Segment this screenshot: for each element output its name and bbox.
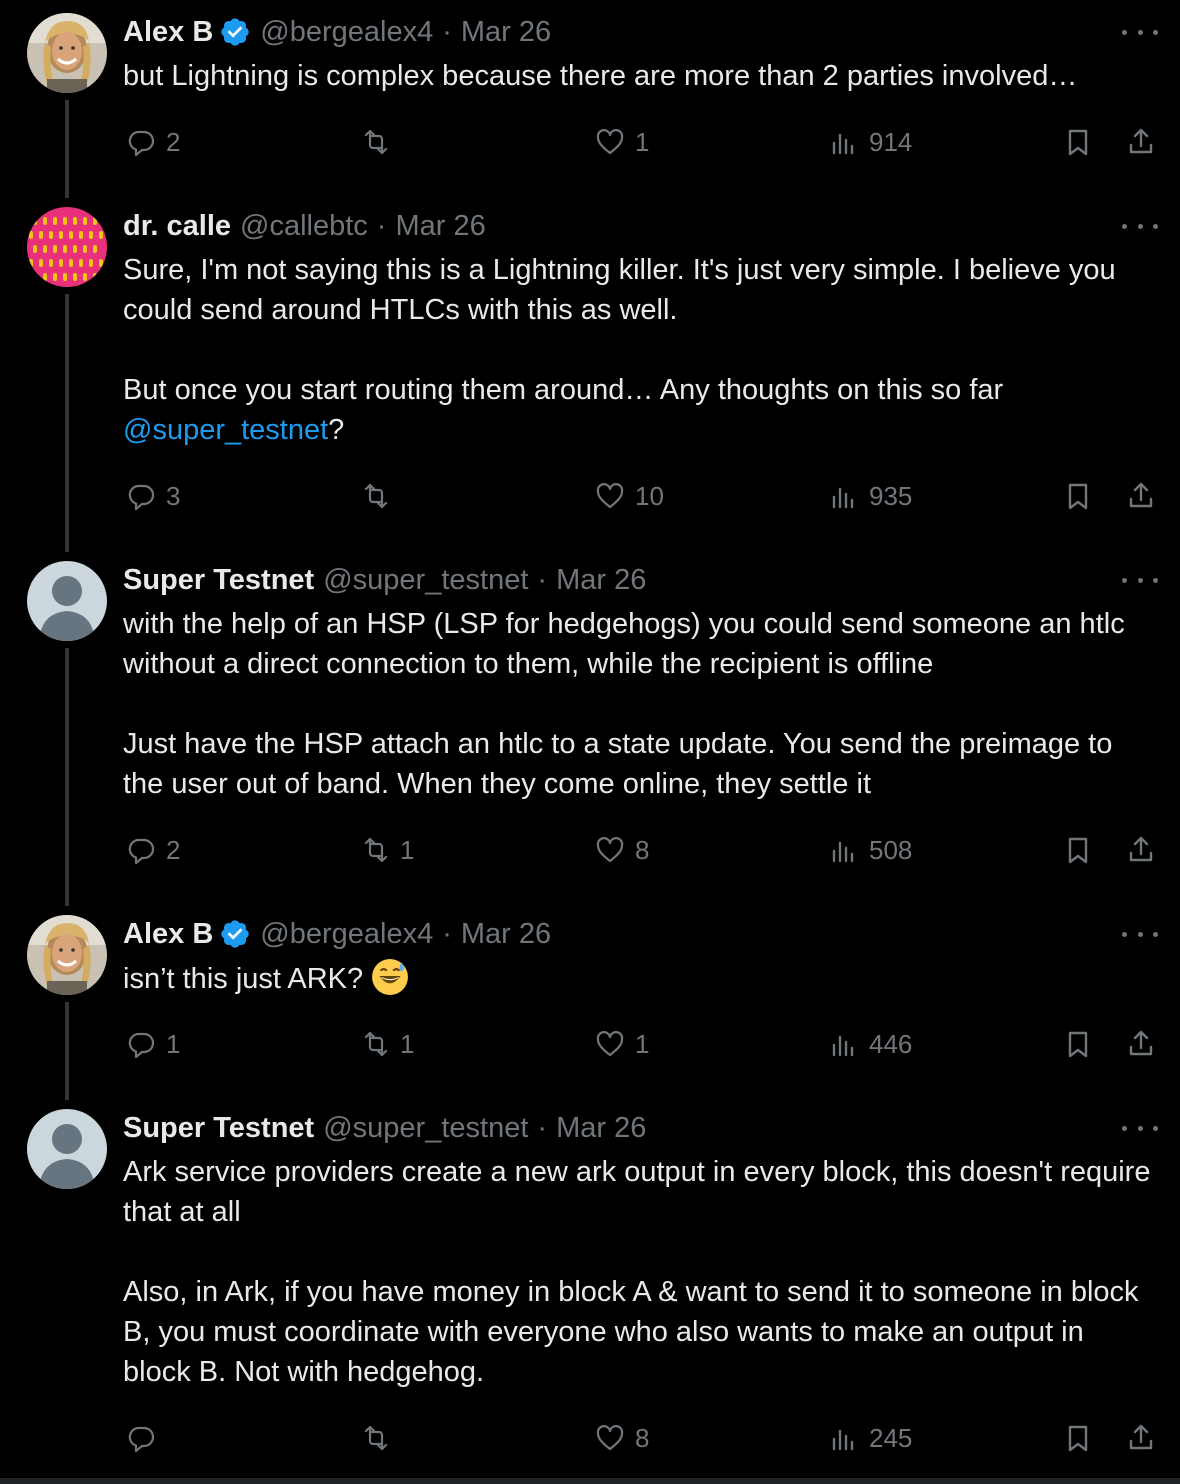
divider — [0, 1478, 1180, 1484]
avatar[interactable] — [27, 915, 107, 995]
retweet-icon — [358, 833, 392, 867]
like-count: 1 — [635, 126, 650, 157]
more-icon[interactable] — [1122, 922, 1158, 946]
separator: · — [376, 210, 387, 242]
retweet-button[interactable] — [358, 476, 400, 516]
avatar[interactable] — [27, 13, 107, 93]
reply-button[interactable] — [124, 476, 180, 516]
like-icon — [593, 125, 627, 159]
avatar[interactable] — [27, 207, 107, 287]
reply-icon — [124, 1027, 158, 1061]
like-button[interactable] — [593, 830, 649, 870]
action-bar — [0, 122, 1180, 162]
like-icon — [593, 1421, 627, 1455]
more-icon[interactable] — [1122, 568, 1158, 592]
like-button[interactable] — [593, 122, 649, 162]
reply-count: 2 — [166, 126, 181, 157]
like-button[interactable] — [593, 1024, 649, 1064]
like-icon — [593, 479, 627, 513]
share-button[interactable] — [1124, 476, 1158, 516]
tweet[interactable] — [0, 548, 1180, 902]
reply-count: 3 — [166, 480, 181, 511]
retweet-icon — [358, 479, 392, 513]
tweet[interactable] — [0, 1096, 1180, 1484]
share-icon — [1124, 125, 1158, 159]
views-count: 446 — [869, 1028, 913, 1059]
like-icon — [593, 833, 627, 867]
bookmark-icon — [1061, 125, 1095, 159]
tweet-text-part: isn’t this just ARK? — [123, 963, 372, 995]
reply-button[interactable] — [124, 830, 180, 870]
views-button[interactable] — [827, 1418, 912, 1458]
reply-icon — [124, 833, 158, 867]
views-icon — [827, 1027, 861, 1061]
tweet-date[interactable]: Mar 26 — [460, 16, 552, 48]
reply-icon — [124, 479, 158, 513]
action-bar — [0, 1418, 1180, 1458]
retweet-button[interactable] — [358, 1024, 414, 1064]
reply-icon — [124, 1421, 158, 1455]
tweet[interactable] — [0, 0, 1180, 194]
share-button[interactable] — [1124, 1418, 1158, 1458]
verified-badge-icon — [219, 918, 251, 950]
verified-badge-icon — [219, 16, 251, 48]
tweet-date[interactable]: Mar 26 — [556, 1112, 647, 1144]
tweet-header — [123, 916, 551, 952]
tweet-header — [123, 562, 646, 598]
reply-count: 1 — [166, 1028, 181, 1059]
more-icon[interactable] — [1122, 20, 1158, 44]
tweet-date[interactable]: Mar 26 — [556, 564, 647, 596]
like-count: 1 — [635, 1028, 650, 1059]
tweet-header — [123, 208, 486, 244]
reply-count: 2 — [166, 834, 181, 865]
retweet-button[interactable] — [358, 122, 400, 162]
bookmark-button[interactable] — [1061, 122, 1095, 162]
reply-button[interactable] — [124, 122, 180, 162]
avatar[interactable] — [27, 1109, 107, 1189]
reply-button[interactable] — [124, 1418, 166, 1458]
tweet-text-part: Sure, I'm not saying this is a Lightning killer. It's just very simple. I believe you could send around HTLCs with this as well. But once you start routing them around… Any thoughts on this so far — [123, 254, 1116, 406]
reply-icon — [124, 125, 158, 159]
like-button[interactable] — [593, 1418, 649, 1458]
avatar[interactable] — [27, 561, 107, 641]
retweet-count: 1 — [400, 834, 415, 865]
separator: · — [537, 1112, 548, 1144]
share-button[interactable] — [1124, 830, 1158, 870]
retweet-icon — [358, 1421, 392, 1455]
tweet-text-part: but Lightning is complex because there are more than 2 parties involved… — [123, 60, 1078, 92]
bookmark-icon — [1061, 833, 1095, 867]
tweet-text — [123, 958, 1153, 999]
views-count: 508 — [869, 834, 913, 865]
tweet-date[interactable]: Mar 26 — [460, 918, 552, 950]
share-icon — [1124, 1421, 1158, 1455]
author-name[interactable]: Super Testnet — [123, 1112, 315, 1144]
tweet-text — [123, 56, 1153, 96]
tweet[interactable] — [0, 194, 1180, 548]
share-button[interactable] — [1124, 1024, 1158, 1064]
reply-button[interactable] — [124, 1024, 180, 1064]
author-handle[interactable]: @super_testnet — [323, 1112, 529, 1144]
tweet[interactable] — [0, 902, 1180, 1096]
author-name[interactable]: dr. calle — [123, 210, 232, 242]
retweet-icon — [358, 1027, 392, 1061]
tweet-text — [123, 250, 1153, 450]
tweet-text-part: ? — [328, 414, 345, 446]
retweet-icon — [358, 125, 392, 159]
separator: · — [537, 564, 548, 596]
tweet-text-part: Ark service providers create a new ark output in every block, this doesn't require that at all Also, in Ark, if you have money in block A & want to send it to someone in block B, you must coordinate with everyone who also wants to make an output in block B. Not with hedgehog. — [123, 1156, 1151, 1388]
retweet-button[interactable] — [358, 1418, 400, 1458]
action-bar — [0, 1024, 1180, 1064]
like-count: 10 — [635, 480, 664, 511]
author-name[interactable]: Super Testnet — [123, 564, 315, 596]
author-name[interactable]: Alex B — [123, 16, 214, 48]
more-icon[interactable] — [1122, 214, 1158, 238]
author-name[interactable]: Alex B — [123, 918, 214, 950]
share-icon — [1124, 833, 1158, 867]
tweet-text-part: with the help of an HSP (LSP for hedgehogs) you could send someone an htlc without a direct connection to them, while the recipient is offline Just have the HSP attach an htlc to a state update. You send the preimage to the user out of band. When they come online, they settle it — [123, 608, 1125, 800]
tweet-date[interactable]: Mar 26 — [395, 210, 486, 242]
author-handle[interactable]: @bergealex4 — [260, 16, 434, 48]
views-icon — [827, 479, 861, 513]
views-count: 914 — [869, 126, 913, 157]
like-count: 8 — [635, 834, 650, 865]
grinning-face-with-sweat-icon — [371, 958, 409, 996]
author-handle[interactable]: @super_testnet — [323, 564, 529, 596]
views-count: 245 — [869, 1422, 913, 1453]
separator: · — [442, 918, 452, 950]
like-button[interactable] — [593, 476, 664, 516]
bookmark-button[interactable] — [1061, 830, 1095, 870]
separator: · — [442, 16, 452, 48]
bookmark-button[interactable] — [1061, 1418, 1095, 1458]
views-icon — [827, 833, 861, 867]
share-icon — [1124, 479, 1158, 513]
tweet-text — [123, 1152, 1153, 1392]
retweet-button[interactable] — [358, 830, 414, 870]
bookmark-icon — [1061, 479, 1095, 513]
action-bar — [0, 830, 1180, 870]
bookmark-button[interactable] — [1061, 1024, 1095, 1064]
mention-link[interactable]: @super_testnet — [123, 414, 329, 446]
like-count: 8 — [635, 1422, 650, 1453]
views-button[interactable] — [827, 122, 912, 162]
views-button[interactable] — [827, 1024, 912, 1064]
views-icon — [827, 125, 861, 159]
like-icon — [593, 1027, 627, 1061]
retweet-count: 1 — [400, 1028, 415, 1059]
bookmark-button[interactable] — [1061, 476, 1095, 516]
views-button[interactable] — [827, 830, 912, 870]
more-icon[interactable] — [1122, 1116, 1158, 1140]
author-handle[interactable]: @bergealex4 — [260, 918, 434, 950]
views-count: 935 — [869, 480, 913, 511]
action-bar — [0, 476, 1180, 516]
views-icon — [827, 1421, 861, 1455]
tweet-text — [123, 604, 1153, 804]
tweet-header — [123, 14, 551, 50]
tweet-header — [123, 1110, 646, 1146]
bookmark-icon — [1061, 1027, 1095, 1061]
share-icon — [1124, 1027, 1158, 1061]
views-button[interactable] — [827, 476, 912, 516]
author-handle[interactable]: @callebtc — [240, 210, 368, 242]
bookmark-icon — [1061, 1421, 1095, 1455]
share-button[interactable] — [1124, 122, 1158, 162]
